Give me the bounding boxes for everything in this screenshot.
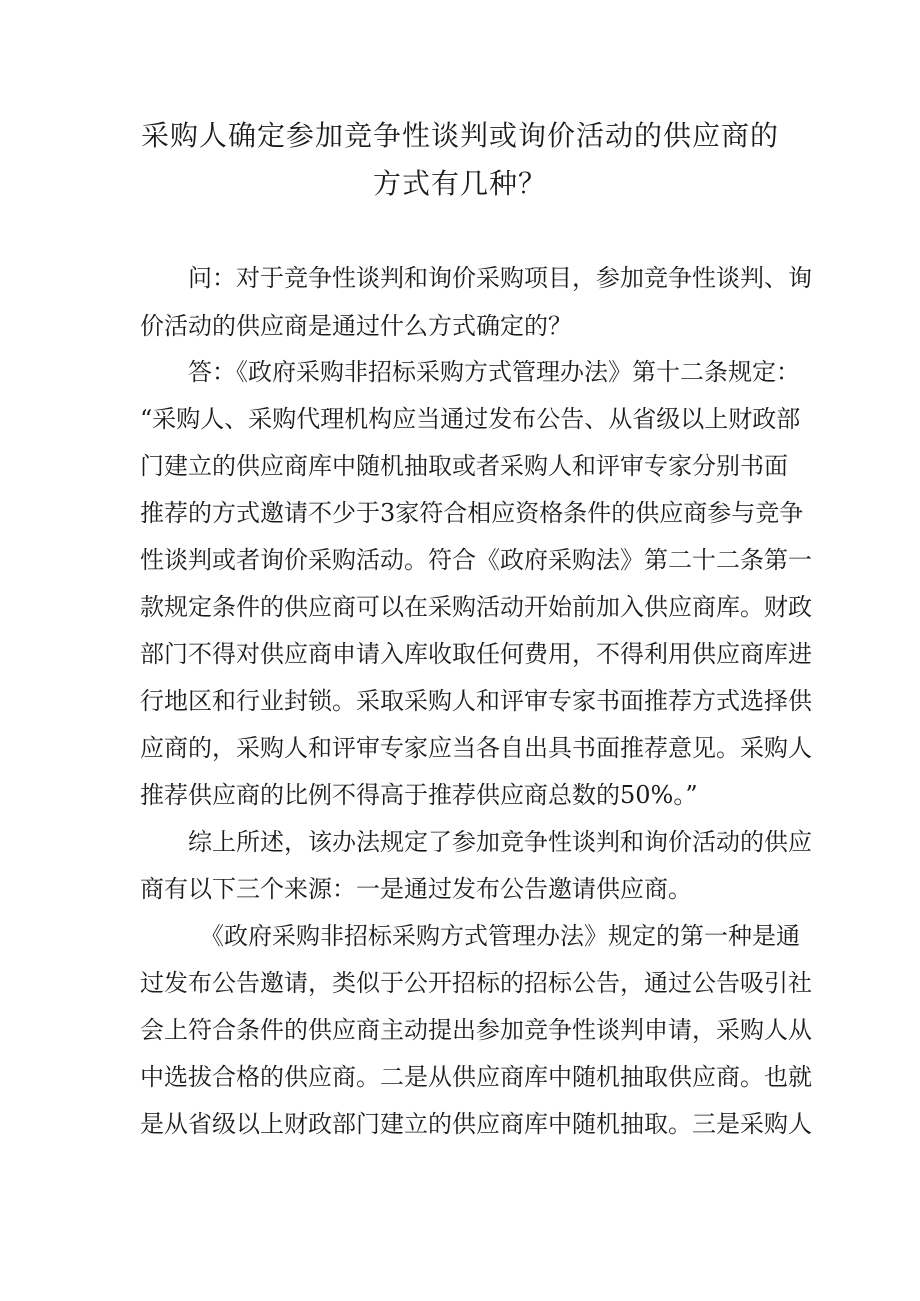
answer-line-10: 推荐供应商的比例不得高于推荐供应商总数的50%。”	[140, 781, 698, 809]
detail-line-5: 是从省级以上财政部门建立的供应商库中随机抽取。三是采购人	[140, 1110, 812, 1138]
detail-line-2: 过发布公告邀请，类似于公开招标的招标公告，通过公告吸引社	[140, 969, 812, 997]
summary-line-1: 综上所述，该办法规定了参加竞争性谈判和询价活动的供应	[188, 828, 812, 856]
answer-line-4: 推荐的方式邀请不少于3家符合相应资格条件的供应商参与竞争	[140, 499, 804, 527]
answer-line-1: 答：《政府采购非招标采购方式管理办法》第十二条规定：	[188, 358, 800, 386]
detail-line-3: 会上符合条件的供应商主动提出参加竞争性谈判申请，采购人从	[140, 1016, 812, 1044]
answer-line-3: 门建立的供应商库中随机抽取或者采购人和评审专家分别书面	[140, 452, 788, 480]
answer-line-2: “采购人、采购代理机构应当通过发布公告、从省级以上财政部	[140, 405, 801, 433]
question-line-2: 价活动的供应商是通过什么方式确定的？	[140, 312, 572, 340]
question-line-1: 问：对于竞争性谈判和询价采购项目，参加竞争性谈判、询	[188, 264, 812, 292]
title-line-2: 方式有几种？	[372, 167, 547, 200]
title-line-1: 采购人确定参加竞争性谈判或询价活动的供应商的	[140, 119, 779, 152]
answer-line-7: 部门不得对供应商申请入库收取任何费用，不得利用供应商库进	[140, 640, 812, 668]
detail-line-1: 《政府采购非招标采购方式管理办法》规定的第一种是通	[200, 922, 800, 950]
answer-line-5: 性谈判或者询价采购活动。符合《政府采购法》第二十二条第一	[140, 546, 812, 574]
answer-line-6: 款规定条件的供应商可以在采购活动开始前加入供应商库。财政	[140, 593, 812, 621]
answer-line-9: 应商的，采购人和评审专家应当各自出具书面推荐意见。采购人	[140, 734, 812, 762]
summary-line-2: 商有以下三个来源：一是通过发布公告邀请供应商。	[140, 875, 692, 903]
detail-line-4: 中选拔合格的供应商。二是从供应商库中随机抽取供应商。也就	[140, 1063, 812, 1091]
answer-line-8: 行地区和行业封锁。采取采购人和评审专家书面推荐方式选择供	[140, 687, 812, 715]
